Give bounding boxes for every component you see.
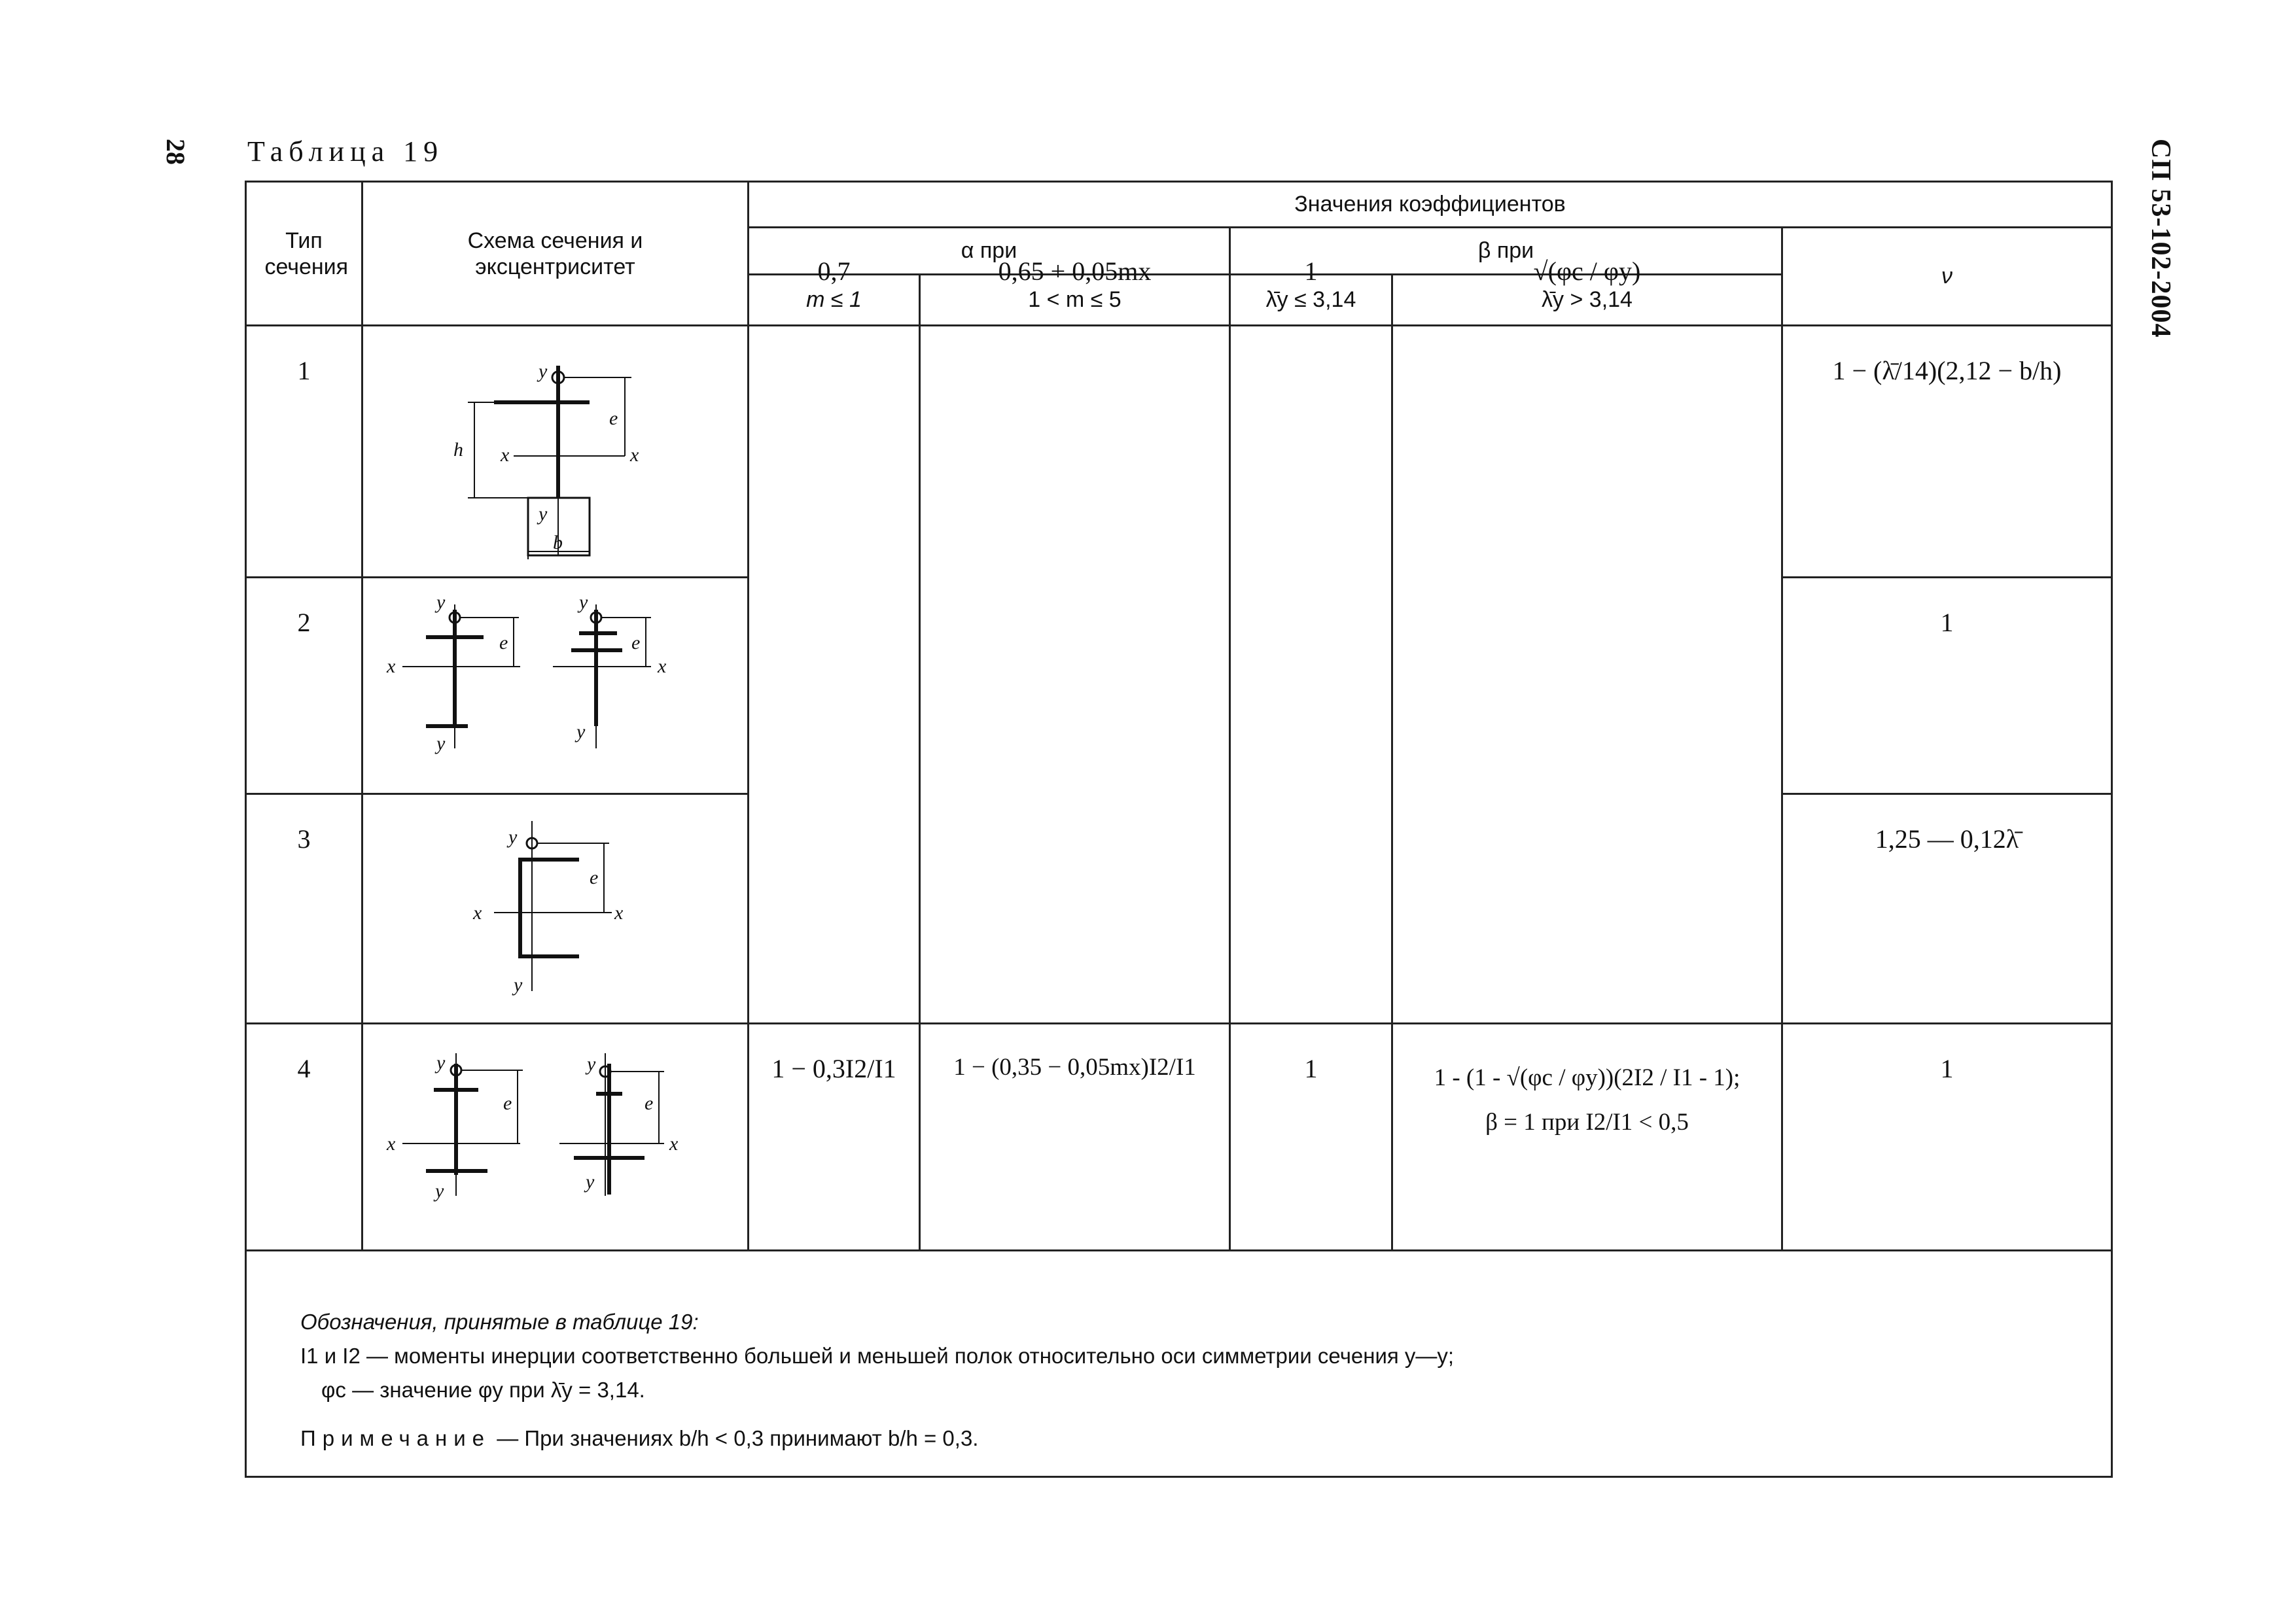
row-4-beta2-line2: β = 1 при I2/I1 < 0,5 (1485, 1109, 1689, 1136)
page-number: 28 (161, 139, 190, 165)
diagram-1-y-top: y (539, 360, 548, 382)
section-diagram-3 (363, 795, 749, 1016)
header-type (246, 182, 362, 326)
diagram-3-e: e (590, 867, 599, 888)
notes-line-1: I1 и I2 — моменты инерции соответственно большей и меньшей полок относительно оси симметрии сечения y—y; (300, 1344, 1455, 1368)
diagram-1-h: h (453, 439, 463, 461)
header-alpha-cond1: m ≤ 1 (749, 275, 920, 326)
diagram-3-y-bottom: y (514, 974, 523, 996)
row-4-diagram (362, 1024, 749, 1251)
diagram-4b-e: e (645, 1092, 654, 1114)
row-3-nu: 1,25 — 0,12λ̄ (1782, 794, 2112, 1024)
row-1-type: 1 (246, 326, 362, 578)
beta1-merged-value: 1 (1304, 256, 1318, 286)
section-diagram-4 (363, 1024, 749, 1243)
diagram-2a-e: e (499, 632, 508, 654)
diagram-1-b: b (553, 532, 563, 553)
diagram-2a-x: x (387, 655, 396, 677)
notes-remark (300, 1422, 2111, 1456)
row-3-type: 3 (246, 794, 362, 1024)
row-2-diagram (362, 578, 749, 794)
diagram-1-e: e (609, 408, 618, 429)
section-diagram-1 (363, 326, 749, 570)
row-4-nu: 1 (1782, 1024, 2112, 1251)
header-beta: β при (1230, 228, 1782, 275)
row-1-diagram (362, 326, 749, 578)
diagram-3-x-right: x (614, 902, 624, 924)
header-scheme-label: Схема сечения и эксцентриситет (467, 228, 643, 279)
header-scheme (362, 182, 749, 326)
remark-text: — При значениях b/h < 0,3 принимают b/h = 0,3. (497, 1426, 979, 1450)
notes-line-2: φc — значение φy при λ̄y = 3,14. (321, 1378, 645, 1402)
row-4-beta2 (1392, 1024, 1782, 1251)
notes-title: Обозначения, принятые в таблице 19: (300, 1310, 699, 1334)
row-2-type: 2 (246, 578, 362, 794)
diagram-4b-y-bottom: y (586, 1171, 595, 1193)
diagram-1-y-bottom: y (539, 503, 548, 525)
row-4-type: 4 (246, 1024, 362, 1251)
diagram-2b-x: x (658, 655, 667, 677)
diagram-2a-y-bottom: y (436, 733, 446, 754)
table-title: Таблица 19 (247, 135, 444, 167)
diagram-1-x-left: x (501, 444, 510, 466)
diagram-4b-x: x (669, 1133, 679, 1155)
section-diagram-2 (363, 578, 749, 786)
header-beta-cond2: λ̄y > 3,14 (1392, 275, 1782, 326)
row-4-alpha2: 1 − (0,35 − 0,05mx)I2/I1 (920, 1024, 1230, 1251)
header-coef-values: Значения коэффициентов (749, 182, 2112, 228)
alpha1-merged-value: 0,7 (817, 256, 851, 286)
row-2-nu: 1 (1782, 578, 2112, 794)
header-type-label: Тип сечения (264, 228, 349, 279)
standard-code: СП 53-102-2004 (2146, 139, 2176, 338)
beta2-merged-value: √(φc / φy) (1533, 256, 1641, 286)
diagram-3-x-left: x (473, 902, 482, 924)
diagram-4a-x: x (387, 1133, 396, 1155)
alpha2-merged-value: 0,65 + 0,05mx (998, 256, 1152, 286)
header-nu: ν (1782, 228, 2112, 326)
diagram-4a-y-bottom: y (435, 1180, 444, 1202)
diagram-2b-y-bottom: y (576, 721, 586, 742)
coefficients-table (245, 181, 2113, 1478)
diagram-1-x-right: x (630, 444, 639, 466)
table-notes (246, 1251, 2112, 1477)
diagram-4a-e: e (503, 1092, 512, 1114)
diagram-4b-y-top: y (587, 1053, 596, 1075)
diagram-2b-y-top: y (579, 591, 588, 613)
diagram-3-y-top: y (508, 826, 518, 848)
diagram-2b-e: e (631, 632, 641, 654)
diagram-2a-y-top: y (436, 591, 446, 613)
row-1-nu: 1 − (λ̄/14)(2,12 − b/h) (1782, 326, 2112, 578)
row-3-diagram (362, 794, 749, 1024)
header-alpha: α при (749, 228, 1230, 275)
remark-label: Примечание (300, 1426, 491, 1450)
row-4-beta1: 1 (1230, 1024, 1392, 1251)
row-4-beta2-line1: 1 - (1 - √(φc / φy))(2I2 / I1 - 1); (1434, 1064, 1740, 1091)
row-4-alpha1: 1 − 0,3I2/I1 (749, 1024, 920, 1251)
diagram-4a-y-top: y (436, 1052, 446, 1073)
header-beta-cond1: λ̄y ≤ 3,14 (1230, 275, 1392, 326)
header-alpha-cond2: 1 < m ≤ 5 (920, 275, 1230, 326)
